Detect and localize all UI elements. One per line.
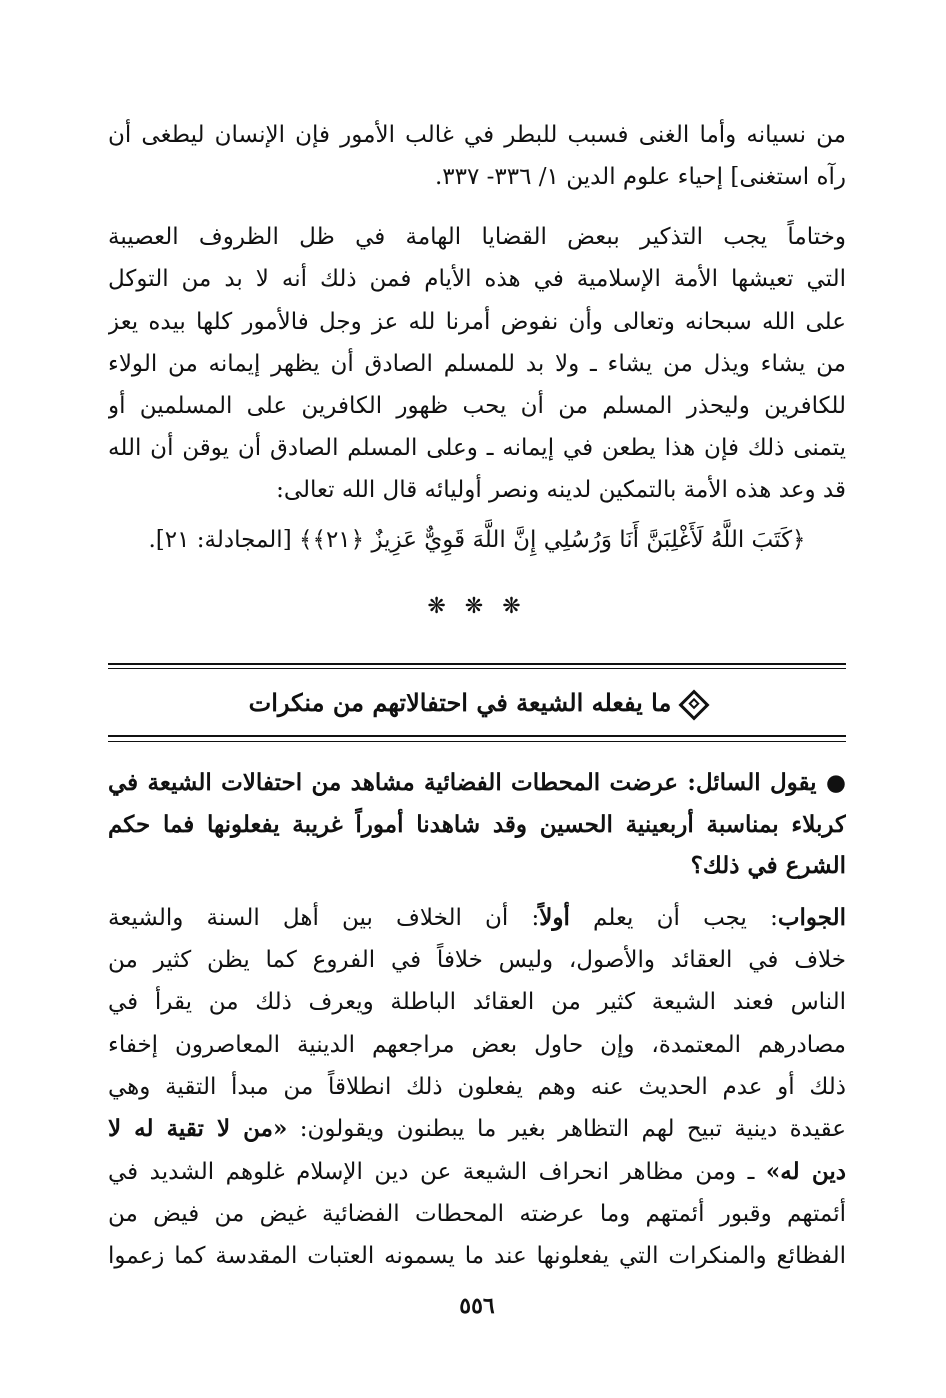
text-segment: خلاف في العقائد والأصول، وليس خلافاً في الفروع كما يظن كثير من [108, 947, 846, 973]
bottom-rule-thin [108, 741, 846, 742]
text-segment: الشرع في ذلك؟ [690, 852, 846, 879]
text-segment: وختاماً يجب التذكير ببعض القضايا الهامة في ظل الظروف العصيبة [108, 224, 846, 250]
text-segment: دين له» [765, 1158, 846, 1185]
text-segment: من يشاء ويذل من يشاء ـ ولا بد للمسلم الصادق أن يظهر إيمانه من الولاء [108, 351, 846, 377]
text-line [108, 258, 846, 300]
answer-line [108, 1151, 846, 1193]
answer-line [108, 939, 846, 981]
text-segment: ذلك أو عدم الحديث عنه وهم يفعلون ذلك انطلاقاً من مبدأ التقية وهي [108, 1074, 846, 1100]
text-segment: الفظائع والمنكرات التي يفعلونها عند ما يسمونه العتبات المقدسة كما زعموا [108, 1243, 846, 1269]
text-line [108, 343, 846, 385]
text-segment: مصادرهم المعتمدة، وإن حاول بعض مراجعهم الدينية المعاصرون إخفاء [108, 1032, 846, 1058]
section-heading [108, 682, 846, 724]
text-line [108, 427, 846, 469]
text-segment: الناس فعند الشيعة كثير من العقائد الباطلة ويعرف ذلك من يقرأ في [108, 989, 846, 1015]
section-separator: ❋ ❋ ❋ [427, 594, 527, 619]
text-segment: يتمنى ذلك فإن هذا يطعن في إيمانه ـ وعلى المسلم الصادق أن يوقن أن الله [108, 435, 846, 461]
text-segment: : يجب أن يعلم [569, 905, 778, 931]
heading-text: ما يفعله الشيعة في احتفالاتهم من منكرات [248, 688, 672, 717]
text-segment: على الله سبحانه وتعالى وأن نفوض أمرنا لله عز وجل فالأمور كلها بيده يعز [108, 309, 846, 335]
answer-line [108, 897, 846, 939]
text-segment: ـ ومن مظاهر انحراف الشيعة عن دين الإسلام غلوهم الشديد في [108, 1159, 766, 1185]
bottom-rule [108, 735, 846, 737]
text-segment: كربلاء بمناسبة أربعينية الحسين وقد شاهدنا أموراً غريبة يفعلونها فما حكم [108, 811, 846, 838]
answer-line [108, 1066, 846, 1108]
answer-line [108, 1024, 846, 1066]
question-line [108, 804, 846, 846]
answer-line [108, 1108, 846, 1150]
text-segment: أئمتهم وقبور أئمتهم وما عرضته المحطات الفضائية غيض من فيض من [108, 1201, 846, 1227]
text-segment: رآه استغنى] إحياء علوم الدين ١/ ٣٣٦- ٣٣٧. [434, 164, 846, 190]
text-line [108, 469, 846, 511]
text-segment: للكافرين وليحذر المسلم من أن يحب ظهور الكافرين على المسلمين أو [108, 393, 846, 419]
diamond-icon [679, 689, 710, 720]
quran-verse [108, 519, 846, 561]
page-number: ٥٥٦ [459, 1293, 495, 1319]
text-segment: قد وعد هذه الأمة بالتمكين لدينه ونصر أوليائه قال الله تعالى: [276, 477, 846, 503]
text-segment: «من لا تقية له لا [108, 1115, 288, 1142]
text-segment: التي تعيشها الأمة الإسلامية في هذه الأيام فمن ذلك أنه لا بد من التوكل [108, 266, 846, 292]
text-segment: عقيدة دينية تبيح لهم التظاهر بغير ما يبطنون ويقولون: [287, 1116, 846, 1142]
top-rule [108, 663, 846, 665]
answer-line [108, 1193, 846, 1235]
question-line [108, 762, 846, 804]
text-segment: الجواب [777, 904, 846, 931]
answer-line [108, 981, 846, 1023]
text-line [108, 114, 846, 156]
text-segment: : أن الخلاف بين أهل السنة والشيعة [108, 905, 540, 931]
text-line [108, 301, 846, 343]
text-segment: من نسيانه وأما الغنى فسبب للبطر في غالب الأمور فإن الإنسان ليطغى أن [108, 122, 846, 148]
top-rule-thin [108, 668, 846, 669]
answer-line [108, 1235, 846, 1277]
text-segment: ﴿كَتَبَ اللَّهُ لَأَغْلِبَنَّ أَنَا وَرُسُلِي إِنَّ اللَّهَ قَوِيٌّ عَزِيزٌ ﴿٢١﴾﴾ [المجادلة: ٢١]. [148, 527, 806, 553]
text-line [108, 156, 846, 198]
text-line [108, 385, 846, 427]
text-line [108, 216, 846, 258]
text-segment: ● يقول السائل: عرضت المحطات الفضائية مشاهد من احتفالات الشيعة في [108, 769, 846, 796]
text-segment: أولاً [539, 904, 570, 931]
question-line [108, 845, 846, 887]
